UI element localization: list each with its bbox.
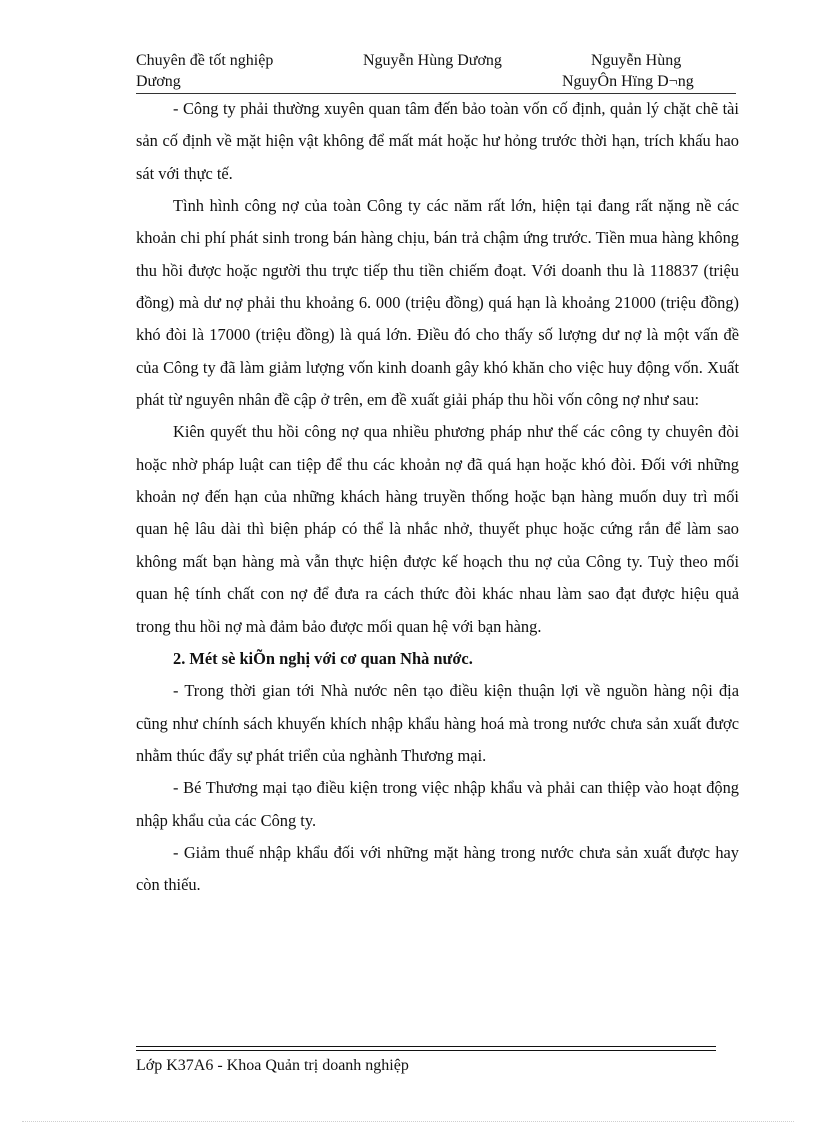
header-left-line2: Dương <box>136 73 181 90</box>
header-right-line1: Nguyễn Hùng <box>591 52 682 69</box>
footer-divider-top <box>136 1046 716 1047</box>
document-body <box>136 93 739 902</box>
header-right-line2: NguyÔn Hïng D¬ng <box>562 73 694 90</box>
paragraph-receivables: Tình hình công nợ của toàn Công ty các năm rất lớn, hiện tại đang rất nặng nề các khoản chi phí phát sinh trong bán hàng chịu, bán trả chậm ứng trước. Tiền mua hàng không thu hồi được hoặc người thu trực tiếp thu tiền chiếm đoạt. Với doanh thu là 118837 (triệu đồng) mà dư nợ phải thu khoảng 6. 000 (triệu đồng) quá hạn là khoảng 21000 (triệu đồng) khó đòi là 17000 (triệu đồng) là quá lớn. Điều đó cho thấy số lượng dư nợ là một vấn đề của Công ty đã làm giảm lượng vốn kinh doanh gây khó khăn cho việc huy động vốn. Xuất phát từ nguyên nhân đề cập ở trên, em đề xuất giải pháp thu hồi vốn công nợ như sau: <box>136 196 739 410</box>
paragraph-import-policy: - Trong thời gian tới Nhà nước nên tạo điều kiện thuận lợi về nguồn hàng nội địa cũng như chính sách khuyến khích nhập khẩu hàng hoá mà trong nước chưa sản xuất được nhằm thúc đẩy sự phát triển của nghành Thương mại. <box>136 681 739 765</box>
paragraph-fixed-assets: - Công ty phải thường xuyên quan tâm đến bảo toàn vốn cố định, quản lý chặt chẽ tài sản cố định về mặt hiện vật không để mất mát hoặc hư hỏng trước thời hạn, trích khấu hao sát với thực tế. <box>136 99 739 183</box>
section-heading: 2. Mét sè kiÕn nghị với cơ quan Nhà nước. <box>173 648 473 668</box>
header-center: Nguyễn Hùng Dương <box>363 52 502 69</box>
page-header <box>136 50 736 92</box>
page-edge <box>22 1121 794 1122</box>
paragraph-debt-collection: Kiên quyết thu hồi công nợ qua nhiều phương pháp như thế các công ty chuyên đòi hoặc nhờ pháp luật can tiệp để thu các khoản nợ đã quá hạn hoặc khó đòi. Đối với những khoản nợ đến hạn của những khách hàng truyền thống hoặc bạn hàng muốn duy trì mối quan hệ lâu dài thì biện pháp có thể là nhắc nhở, thuyết phục hoặc cứng rắn để làm sao không mất bạn hàng mà vẫn thực hiện được kế hoạch thu nợ của Công ty. Tuỳ theo mối quan hệ tính chất con nợ để đưa ra cách thức đòi khác nhau làm sao đạt được hiệu quả trong thu hồi nợ mà đảm bảo được mối quan hệ với bạn hàng. <box>136 422 739 636</box>
footer-divider-bottom <box>136 1050 716 1051</box>
header-left-line1: Chuyên đề tốt nghiệp <box>136 52 274 69</box>
paragraph-ministry-trade: - Bé Thương mại tạo điều kiện trong việc nhập khẩu và phải can thiệp vào hoạt động nhập khẩu của các Công ty. <box>136 778 739 830</box>
page-footer: Lớp K37A6 - Khoa Quản trị doanh nghiệp <box>136 1057 409 1074</box>
paragraph-import-tax: - Giảm thuế nhập khẩu đối với những mặt hàng trong nước chưa sản xuất được hay còn thiếu. <box>136 842 739 895</box>
